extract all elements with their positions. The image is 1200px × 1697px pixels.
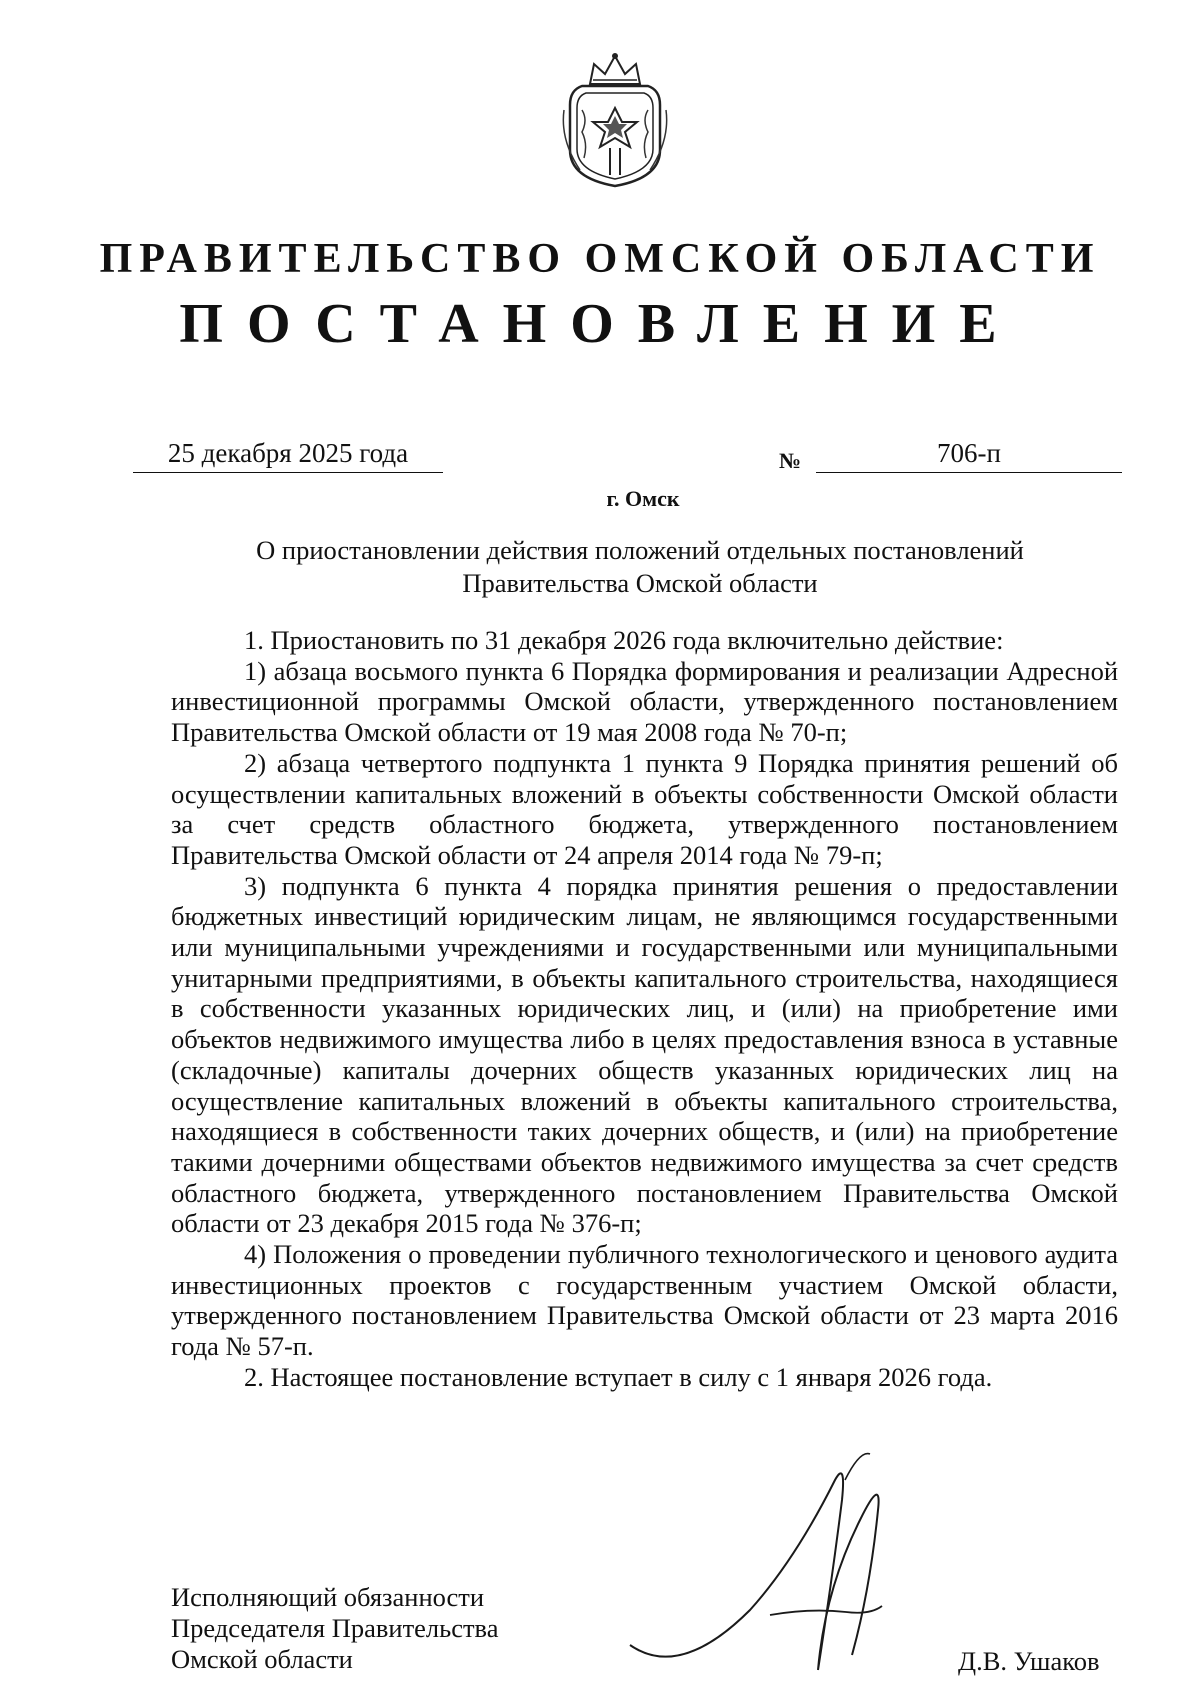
subject-line: О приостановлении действия положений отдельных постановлений [256,535,1024,565]
document-type: ПОСТАНОВЛЕНИЕ [179,293,1021,355]
body-paragraph: 1) абзаца восьмого пункта 6 Порядка формирования и реализации Адресной инвестиционной программы Омской области, утвержденного постановлением Правительства Омской области от 19 мая 2008 года № 70-п; [171,655,1118,748]
document-body [171,625,1118,1393]
body-paragraph: 3) подпункта 6 пункта 4 порядка принятия решения о предоставлении бюджетных инвестиций юридическим лицам, не являющимся государственными или муниципальными учреждениями и государственными или муниципальными унитарными предприятиями, в объекты капитального строительства, находящиеся в собственности указанных юридических лиц, и (или) на приобретение ими объектов недвижимого имущества либо в целях предоставления взноса в уставные (складочные) капиталы дочерних обществ указанных юридических лиц на осуществление капитальных вложений в объекты капитального строительства, находящиеся в собственности таких дочерних обществ, и (или) на приобретение такими дочерними обществами объектов недвижимого имущества за счет средств областного бюджета, утвержденного постановлением Правительства Омской области от 23 декабря 2015 года № 376-п; [171,870,1118,1239]
coat-of-arms-icon [560,50,670,190]
document-number: 706-п [816,438,1122,473]
body-paragraph: 2. Настоящее постановление вступает в силу с 1 января 2026 года. [244,1361,993,1392]
number-label: № [779,448,802,473]
signer-position-line: Исполняющий обязанности [171,1582,485,1612]
signer-position-line: Председателя Правительства [171,1613,499,1643]
signer-position-line: Омской области [171,1644,353,1674]
organization-name: ПРАВИТЕЛЬСТВО ОМСКОЙ ОБЛАСТИ [99,236,1101,282]
body-paragraph: 2) абзаца четвертого подпункта 1 пункта 9 Порядка принятия решений об осуществлении капитальных вложений в объекты собственности Омской области за счет средств областного бюджета, утвержденного постановлением Правительства Омской области от 24 апреля 2014 года № 79-п; [171,747,1118,870]
document-date: 25 декабря 2025 года [133,438,443,473]
signer-position [171,1582,499,1675]
document-subject [160,534,1120,600]
body-paragraph: 4) Положения о проведении публичного технологического и ценового аудита инвестиционных проектов с государственным участием Омской области, утвержденного постановлением Правительства Омской области от 23 марта 2016 года № 57-п. [171,1239,1118,1362]
handwritten-signature [620,1440,950,1690]
body-paragraph: 1. Приостановить по 31 декабря 2026 года включительно действие: [244,625,1004,655]
document-city: г. Омск [606,486,680,511]
signer-name: Д.В. Ушаков [958,1646,1100,1676]
subject-line: Правительства Омской области [462,568,818,598]
